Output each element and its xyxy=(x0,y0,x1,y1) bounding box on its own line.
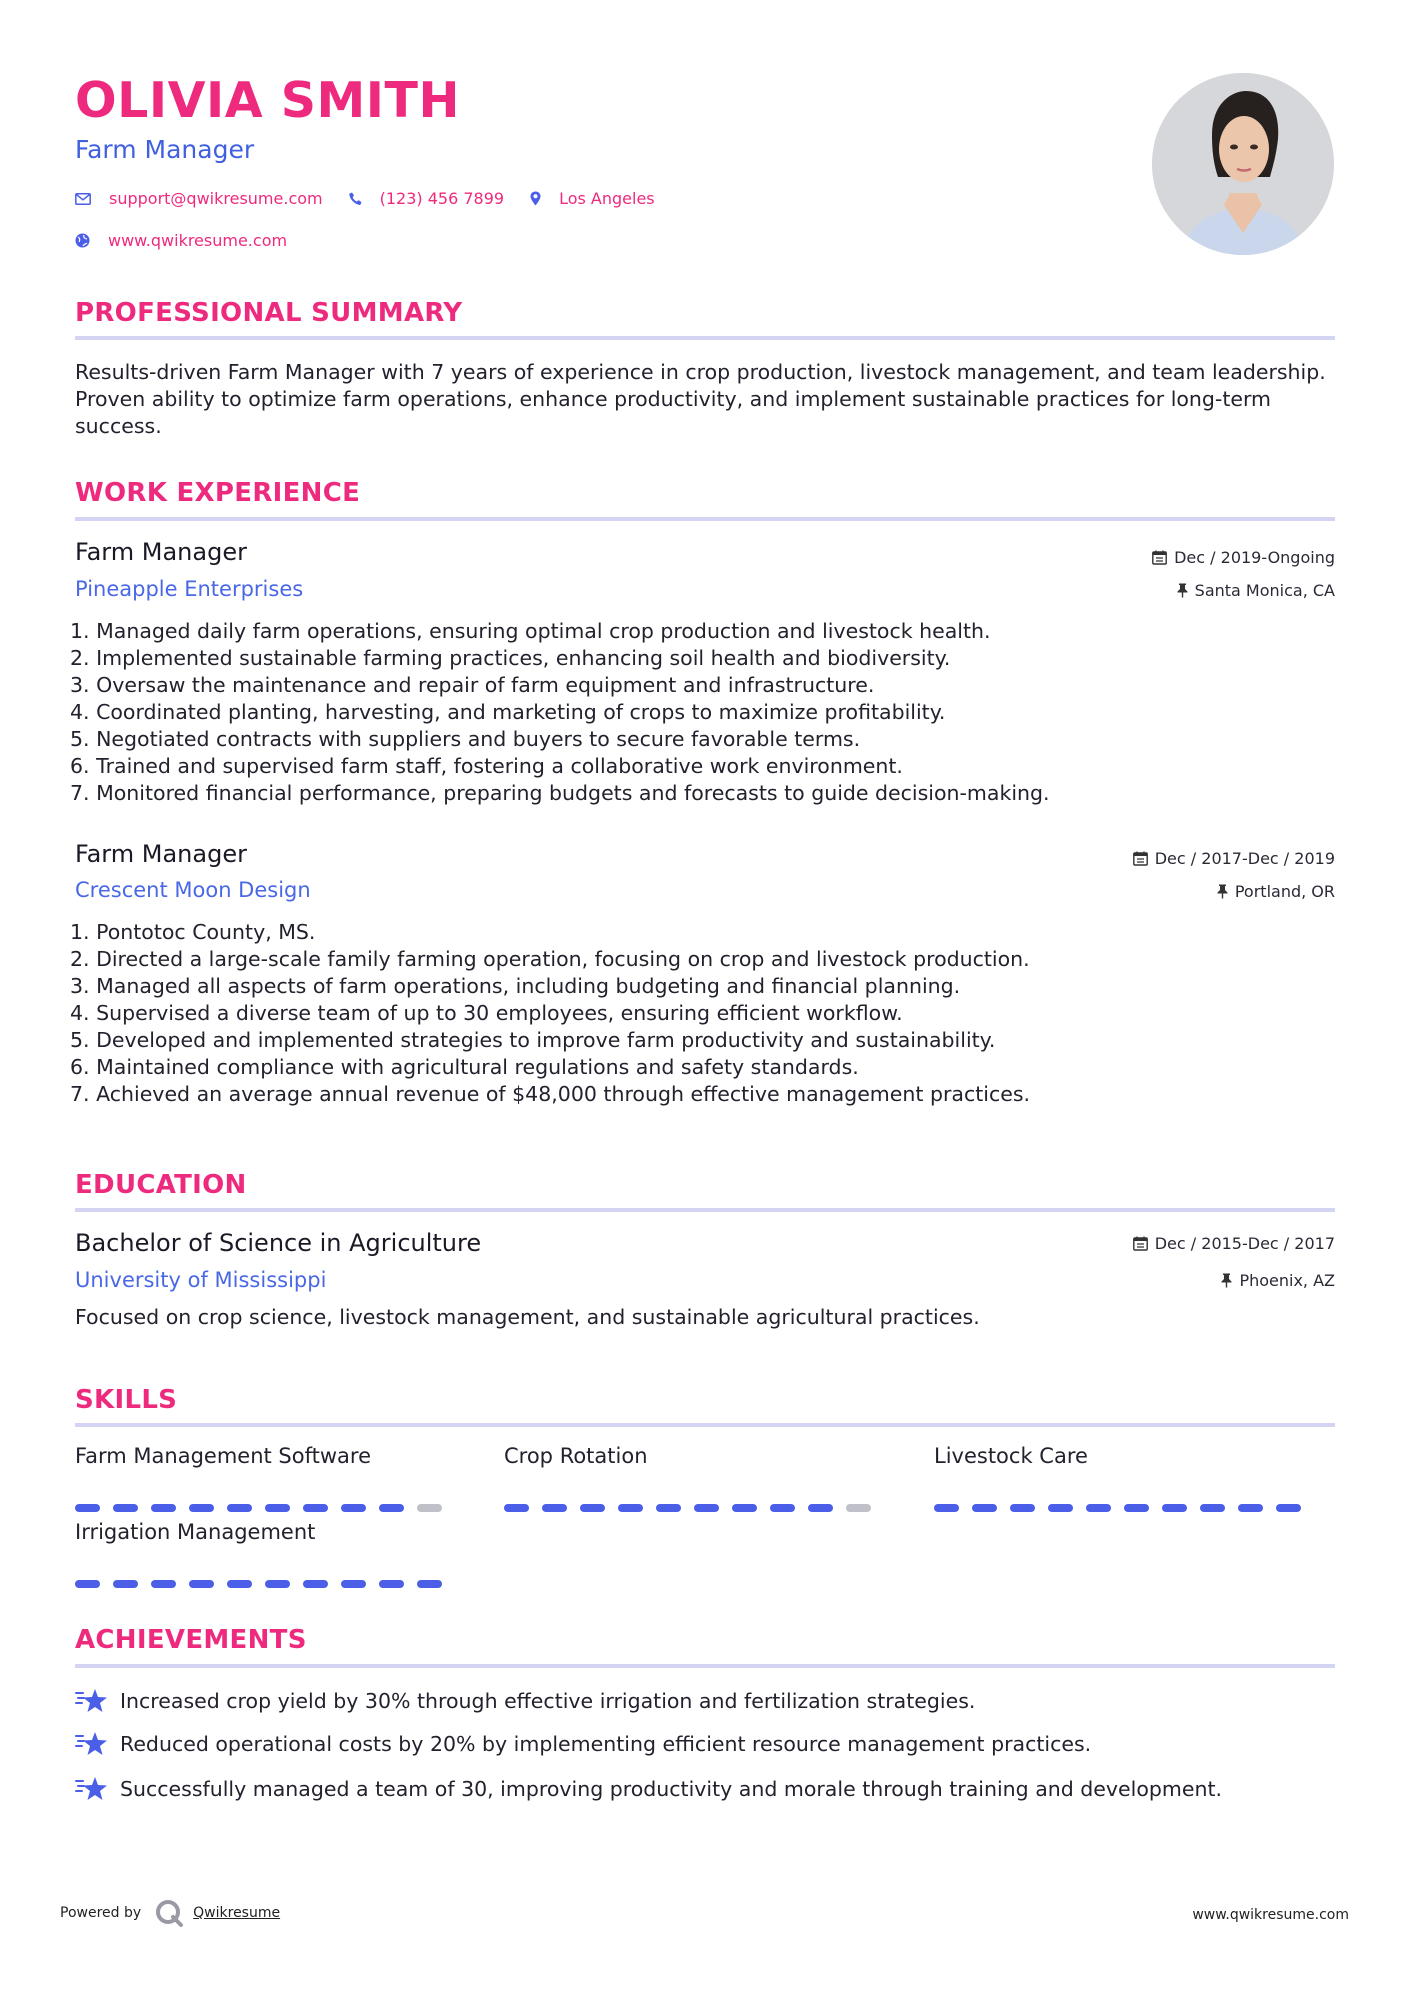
skill-segment-filled xyxy=(303,1580,328,1588)
summary-heading: PROFESSIONAL SUMMARY xyxy=(75,298,463,328)
achievement-text: Reduced operational costs by 20% by implementing efficient resource management practices. xyxy=(120,1732,1092,1756)
skill-segment-empty xyxy=(417,1504,442,1512)
contact-row-primary xyxy=(75,189,681,208)
pin-icon xyxy=(1177,583,1188,598)
skill-item xyxy=(75,1444,455,1512)
education-location-text: Phoenix, AZ xyxy=(1239,1271,1335,1290)
star-icon xyxy=(75,1731,108,1757)
star-icon xyxy=(75,1776,108,1802)
experience-divider xyxy=(75,517,1335,521)
achievement-text: Increased crop yield by 30% through effective irrigation and fertilization strategies. xyxy=(120,1689,976,1713)
bullet-item: 4. Supervised a diverse team of up to 30 employees, ensuring efficient workflow. xyxy=(70,1001,903,1025)
powered-by-label: Powered by xyxy=(60,1905,142,1921)
contact-location xyxy=(530,189,655,208)
degree-title: Bachelor of Science in Agriculture xyxy=(75,1229,482,1257)
bullet-item: 4. Coordinated planting, harvesting, and marketing of crops to maximize profitability. xyxy=(70,700,946,724)
skill-segment-filled xyxy=(972,1504,997,1512)
profile-photo-image xyxy=(1152,73,1334,255)
skill-segment-filled xyxy=(656,1504,681,1512)
company-name: Pineapple Enterprises xyxy=(75,577,304,601)
skill-name: Irrigation Management xyxy=(75,1520,316,1544)
footer-powered-by xyxy=(60,1898,280,1928)
skill-segment-filled xyxy=(341,1504,366,1512)
skill-segment-filled xyxy=(542,1504,567,1512)
skill-item xyxy=(504,1444,884,1512)
phone-text: (123) 456 7899 xyxy=(379,189,505,208)
education-location xyxy=(1221,1271,1335,1290)
contact-phone[interactable] xyxy=(349,189,504,208)
skill-segment-filled xyxy=(113,1580,138,1588)
skill-segment-filled xyxy=(580,1504,605,1512)
skill-segment-filled xyxy=(1010,1504,1035,1512)
map-pin-icon xyxy=(530,191,541,206)
bullet-item: 3. Managed all aspects of farm operations, including budgeting and financial planning. xyxy=(70,974,961,998)
pin-icon xyxy=(1221,1273,1232,1288)
skill-segment-filled xyxy=(113,1504,138,1512)
education-divider xyxy=(75,1208,1335,1212)
summary-divider xyxy=(75,336,1335,340)
candidate-role: Farm Manager xyxy=(75,135,255,164)
education-description: Focused on crop science, livestock management, and sustainable agricultural practices. xyxy=(75,1305,980,1329)
skill-segment-filled xyxy=(417,1580,442,1588)
skill-segment-filled xyxy=(1200,1504,1225,1512)
achievement-text: Successfully managed a team of 30, improving productivity and morale through training and development. xyxy=(120,1777,1223,1801)
skill-segment-filled xyxy=(694,1504,719,1512)
education-dates-text: Dec / 2015-Dec / 2017 xyxy=(1154,1234,1335,1253)
bullet-item: 2. Directed a large-scale family farming operation, focusing on crop and livestock production. xyxy=(70,947,1030,971)
skill-segment-filled xyxy=(1276,1504,1301,1512)
email-text: support@qwikresume.com xyxy=(109,189,323,208)
skill-segment-filled xyxy=(75,1504,100,1512)
skill-segment-filled xyxy=(189,1504,214,1512)
bullet-item: 6. Trained and supervised farm staff, fostering a collaborative work environment. xyxy=(70,754,903,778)
job-dates-text: Dec / 2017-Dec / 2019 xyxy=(1154,849,1335,868)
profile-photo xyxy=(1152,73,1334,255)
skill-segment-filled xyxy=(1124,1504,1149,1512)
skill-segment-filled xyxy=(379,1504,404,1512)
skill-segment-filled xyxy=(303,1504,328,1512)
job-bullets xyxy=(70,618,1050,807)
skill-segment-filled xyxy=(1162,1504,1187,1512)
skill-segment-filled xyxy=(227,1580,252,1588)
skill-level-bar xyxy=(75,1580,455,1588)
skill-segment-empty xyxy=(846,1504,871,1512)
star-icon xyxy=(75,1688,108,1714)
job-location xyxy=(1177,581,1335,600)
skill-segment-filled xyxy=(504,1504,529,1512)
contact-website[interactable] xyxy=(75,231,287,250)
job-title: Farm Manager xyxy=(75,538,247,566)
skill-item xyxy=(934,1444,1314,1512)
skill-segment-filled xyxy=(934,1504,959,1512)
bullet-item: 5. Developed and implemented strategies to improve farm productivity and sustainability. xyxy=(70,1028,996,1052)
skill-segment-filled xyxy=(227,1504,252,1512)
website-text: www.qwikresume.com xyxy=(108,231,288,250)
bullet-item: 7. Achieved an average annual revenue of $48,000 through effective management practices. xyxy=(70,1082,1031,1106)
skill-segment-filled xyxy=(379,1580,404,1588)
skill-segment-filled xyxy=(1238,1504,1263,1512)
bullet-item: 2. Implemented sustainable farming practices, enhancing soil health and biodiversity. xyxy=(70,646,951,670)
skill-level-bar xyxy=(75,1504,455,1512)
bullet-item: 3. Oversaw the maintenance and repair of farm equipment and infrastructure. xyxy=(70,673,875,697)
skill-segment-filled xyxy=(151,1580,176,1588)
skill-segment-filled xyxy=(808,1504,833,1512)
skill-segment-filled xyxy=(189,1580,214,1588)
bullet-item: 7. Monitored financial performance, preparing budgets and forecasts to guide decision-making. xyxy=(70,781,1050,805)
job-dates xyxy=(1133,849,1335,868)
skill-segment-filled xyxy=(151,1504,176,1512)
job-location-text: Portland, OR xyxy=(1234,882,1335,901)
skills-divider xyxy=(75,1423,1335,1427)
qwikresume-logo-icon xyxy=(153,1898,187,1928)
calendar-icon xyxy=(1152,550,1167,565)
skill-segment-filled xyxy=(265,1580,290,1588)
contact-row-secondary xyxy=(75,231,313,250)
globe-icon xyxy=(75,233,90,248)
company-name: Crescent Moon Design xyxy=(75,878,311,902)
skill-segment-filled xyxy=(1086,1504,1111,1512)
skill-level-bar xyxy=(504,1504,884,1512)
bullet-item: 1. Pontotoc County, MS. xyxy=(70,920,316,944)
job-location xyxy=(1217,882,1335,901)
bullet-item: 6. Maintained compliance with agricultural regulations and safety standards. xyxy=(70,1055,859,1079)
phone-icon xyxy=(349,192,362,206)
achievements-divider xyxy=(75,1664,1335,1668)
candidate-name: OLIVIA SMITH xyxy=(75,72,460,129)
skill-segment-filled xyxy=(732,1504,757,1512)
achievement-item xyxy=(75,1731,1091,1757)
contact-email[interactable] xyxy=(75,189,323,208)
skill-segment-filled xyxy=(618,1504,643,1512)
education-heading: EDUCATION xyxy=(75,1170,247,1200)
achievement-item xyxy=(75,1776,1222,1802)
experience-heading: WORK EXPERIENCE xyxy=(75,478,361,508)
job-title: Farm Manager xyxy=(75,840,247,868)
qwikresume-link[interactable]: Qwikresume xyxy=(193,1905,281,1921)
job-location-text: Santa Monica, CA xyxy=(1194,581,1335,600)
skill-name: Farm Management Software xyxy=(75,1444,371,1468)
bullet-item: 1. Managed daily farm operations, ensuring optimal crop production and livestock health. xyxy=(70,619,991,643)
pin-icon xyxy=(1217,884,1228,899)
education-dates xyxy=(1133,1234,1335,1253)
location-text: Los Angeles xyxy=(559,189,655,208)
skill-item xyxy=(75,1520,455,1588)
achievement-item xyxy=(75,1688,975,1714)
skill-segment-filled xyxy=(770,1504,795,1512)
skill-segment-filled xyxy=(341,1580,366,1588)
skill-segment-filled xyxy=(75,1580,100,1588)
job-dates xyxy=(1152,548,1335,567)
skill-name: Livestock Care xyxy=(934,1444,1088,1468)
skill-name: Crop Rotation xyxy=(504,1444,648,1468)
envelope-icon xyxy=(75,193,91,205)
calendar-icon xyxy=(1133,1236,1148,1251)
skill-segment-filled xyxy=(1048,1504,1073,1512)
job-bullets xyxy=(70,919,1030,1108)
job-dates-text: Dec / 2019-Ongoing xyxy=(1174,548,1335,567)
skills-heading: SKILLS xyxy=(75,1385,178,1415)
bullet-item: 5. Negotiated contracts with suppliers and buyers to secure favorable terms. xyxy=(70,727,861,751)
school-name: University of Mississippi xyxy=(75,1268,327,1292)
skill-segment-filled xyxy=(265,1504,290,1512)
summary-text: Results-driven Farm Manager with 7 years of experience in crop production, livestock management, and team leadership. Proven ability to optimize farm operations, enhance productivity, and implement sustainable practices for long-term success. xyxy=(75,360,1326,438)
footer-url[interactable]: www.qwikresume.com xyxy=(1192,1907,1349,1923)
skill-level-bar xyxy=(934,1504,1314,1512)
calendar-icon xyxy=(1133,851,1148,866)
achievements-heading: ACHIEVEMENTS xyxy=(75,1625,307,1655)
